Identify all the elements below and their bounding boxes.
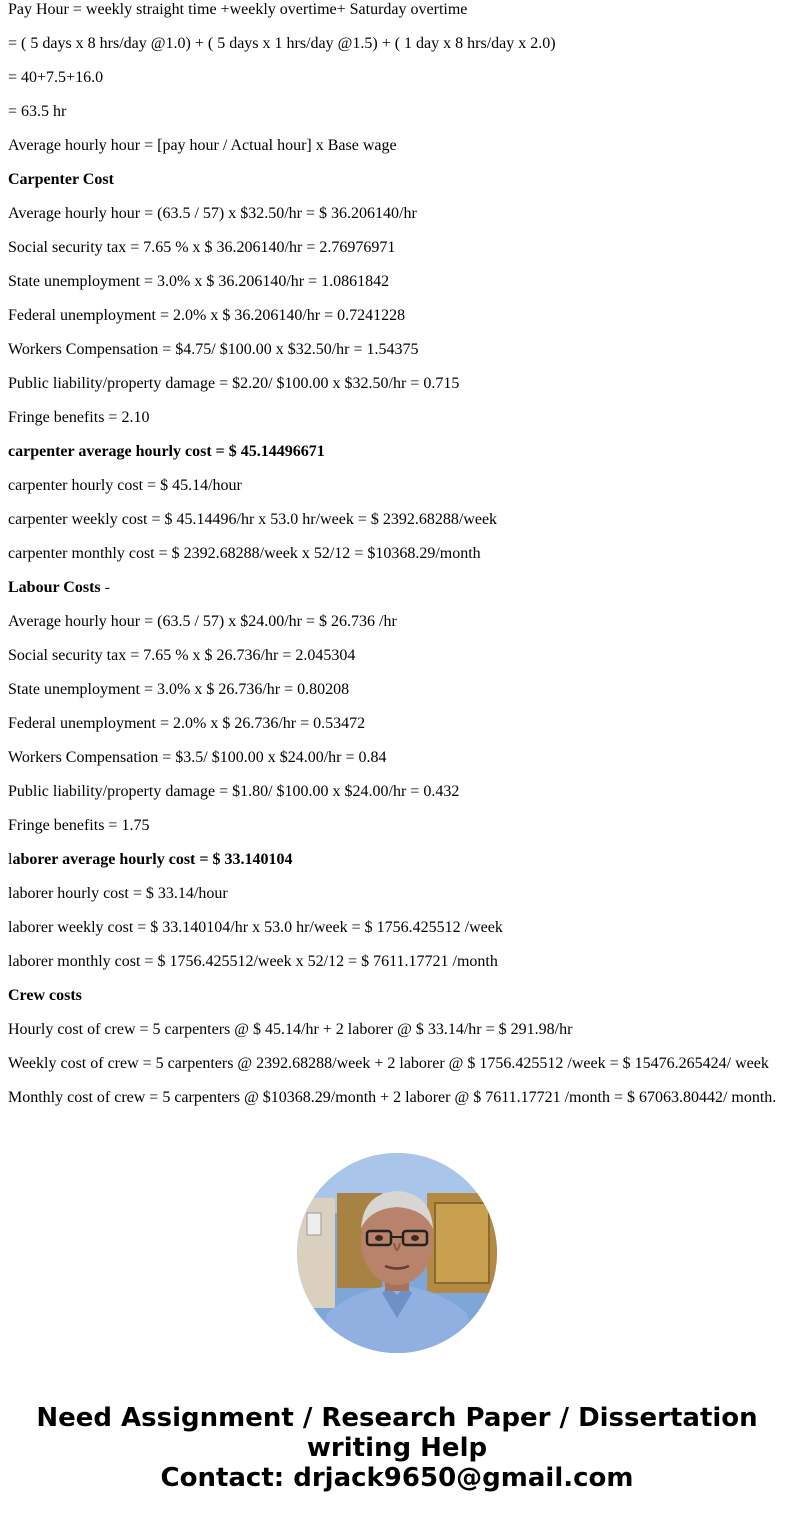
laborer-fringe-benefits: Fringe benefits = 1.75 xyxy=(8,817,150,834)
pay-hour-sum: = 40+7.5+16.0 xyxy=(8,69,104,86)
laborer-average-hourly-cost: aborer average hourly cost = $ 33.140104 xyxy=(12,851,293,868)
banner-line-2: writing Help xyxy=(306,1433,488,1463)
labour-costs-title: Labour Costs xyxy=(8,579,101,596)
author-portrait-image xyxy=(297,1153,497,1353)
laborer-average-hourly: Average hourly hour = (63.5 / 57) x $24.00/hr = $ 26.736 /hr xyxy=(8,613,397,630)
laborer-weekly-cost: laborer weekly cost = $ 33.140104/hr x 53.0 hr/week = $ 1756.425512 /week xyxy=(8,919,503,936)
banner-contact-email: Contact: drjack9650@gmail.com xyxy=(160,1463,634,1493)
crew-hourly-cost: Hourly cost of crew = 5 carpenters @ $ 45.14/hr + 2 laborer @ $ 33.14/hr = $ 291.98/hr xyxy=(8,1021,573,1038)
crew-weekly-cost: Weekly cost of crew = 5 carpenters @ 2392.68288/week + 2 laborer @ $ 1756.425512 /week = $ 15476.265424/ week xyxy=(8,1055,769,1072)
laborer-state-unemployment: State unemployment = 3.0% x $ 26.736/hr = 0.80208 xyxy=(8,681,350,698)
average-hourly-formula: Average hourly hour = [pay hour / Actual hour] x Base wage xyxy=(8,137,397,154)
carpenter-hourly-cost: carpenter hourly cost = $ 45.14/hour xyxy=(8,477,242,494)
carpenter-cost-heading: Carpenter Cost xyxy=(8,171,114,188)
labour-costs-heading xyxy=(8,578,794,612)
carpenter-public-liability: Public liability/property damage = $2.20/ $100.00 x $32.50/hr = 0.715 xyxy=(8,375,460,392)
pay-hour-breakdown: = ( 5 days x 8 hrs/day @1.0) + ( 5 days x 1 hrs/day @1.5) + ( 1 day x 8 hrs/day x 2.0) xyxy=(8,35,556,52)
crew-monthly-cost: Monthly cost of crew = 5 carpenters @ $10368.29/month + 2 laborer @ $ 7611.17721 /month = $ 67063.80442/ month. xyxy=(8,1089,777,1106)
pay-hour-total: = 63.5 hr xyxy=(8,103,67,120)
carpenter-monthly-cost: carpenter monthly cost = $ 2392.68288/week x 52/12 = $10368.29/month xyxy=(8,545,481,562)
carpenter-social-security: Social security tax = 7.65 % x $ 36.206140/hr = 2.76976971 xyxy=(8,239,396,256)
laborer-monthly-cost: laborer monthly cost = $ 1756.425512/week x 52/12 = $ 7611.17721 /month xyxy=(8,953,498,970)
carpenter-workers-compensation: Workers Compensation = $4.75/ $100.00 x $32.50/hr = 1.54375 xyxy=(8,341,419,358)
document-body xyxy=(8,0,794,1122)
carpenter-federal-unemployment: Federal unemployment = 2.0% x $ 36.206140/hr = 0.7241228 xyxy=(8,307,406,324)
laborer-social-security: Social security tax = 7.65 % x $ 26.736/hr = 2.045304 xyxy=(8,647,356,664)
carpenter-average-hourly: Average hourly hour = (63.5 / 57) x $32.50/hr = $ 36.206140/hr xyxy=(8,205,417,222)
laborer-public-liability: Public liability/property damage = $1.80/ $100.00 x $24.00/hr = 0.432 xyxy=(8,783,460,800)
carpenter-state-unemployment: State unemployment = 3.0% x $ 36.206140/hr = 1.0861842 xyxy=(8,273,390,290)
carpenter-weekly-cost: carpenter weekly cost = $ 45.14496/hr x 53.0 hr/week = $ 2392.68288/week xyxy=(8,511,498,528)
laborer-average-hourly-cost-line xyxy=(8,850,794,884)
contact-banner xyxy=(0,1403,794,1493)
labour-costs-dash: - xyxy=(100,579,110,596)
laborer-federal-unemployment: Federal unemployment = 2.0% x $ 26.736/hr = 0.53472 xyxy=(8,715,366,732)
crew-costs-heading: Crew costs xyxy=(8,987,82,1004)
carpenter-fringe-benefits: Fringe benefits = 2.10 xyxy=(8,409,150,426)
carpenter-average-hourly-cost: carpenter average hourly cost = $ 45.14496671 xyxy=(8,443,325,460)
laborer-workers-compensation: Workers Compensation = $3.5/ $100.00 x $24.00/hr = 0.84 xyxy=(8,749,387,766)
author-avatar xyxy=(297,1153,497,1353)
laborer-average-prefix: l xyxy=(8,851,13,868)
pay-hour-formula: Pay Hour = weekly straight time +weekly overtime+ Saturday overtime xyxy=(8,1,468,18)
laborer-hourly-cost: laborer hourly cost = $ 33.14/hour xyxy=(8,885,228,902)
banner-line-1: Need Assignment / Research Paper / Dissertation xyxy=(36,1403,758,1433)
